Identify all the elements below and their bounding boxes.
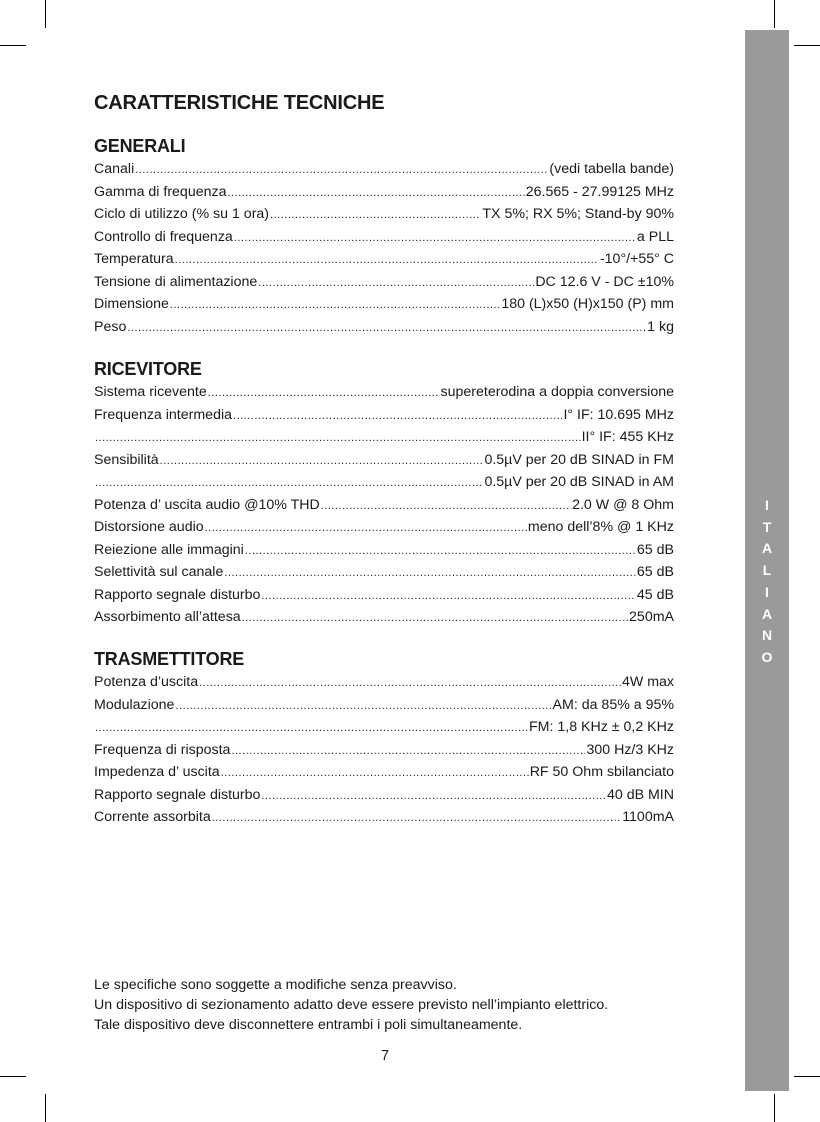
spec-value: 65 dB bbox=[636, 564, 674, 580]
crop-mark bbox=[0, 1076, 26, 1077]
spec-value: II° IF: 455 KHz bbox=[581, 429, 674, 445]
spec-row bbox=[94, 761, 674, 784]
leader-dots bbox=[221, 762, 529, 785]
leader-dots bbox=[261, 785, 606, 808]
side-letter: L bbox=[762, 562, 772, 579]
leader-dots bbox=[233, 405, 562, 428]
spec-row bbox=[94, 739, 674, 762]
spec-value: a PLL bbox=[636, 228, 674, 245]
leader-dots bbox=[95, 427, 581, 450]
spec-label: Reiezione alle immagini bbox=[94, 541, 244, 558]
spec-row bbox=[94, 806, 674, 829]
spec-label: Gamma di frequenza bbox=[94, 183, 227, 200]
leader-dots bbox=[135, 159, 548, 182]
spec-value: FM: 1,8 KHz ± 0,2 KHz bbox=[529, 719, 674, 735]
section-ricevitore bbox=[94, 357, 674, 629]
leader-dots bbox=[321, 495, 571, 518]
spec-row bbox=[94, 694, 674, 717]
spec-label: Frequenza intermedia bbox=[94, 406, 233, 423]
spec-row bbox=[94, 671, 674, 694]
spec-label: Canali bbox=[94, 161, 135, 177]
spec-label: Sistema ricevente bbox=[94, 384, 207, 400]
spec-value: 65 dB bbox=[636, 541, 674, 558]
leader-dots bbox=[258, 272, 534, 295]
leader-dots bbox=[242, 607, 628, 630]
spec-value: -10°/+55° C bbox=[599, 251, 674, 267]
spec-label: Ciclo di utilizzo (% su 1 ora) bbox=[94, 206, 270, 222]
leader-dots bbox=[261, 585, 636, 608]
side-letter: T bbox=[762, 518, 772, 535]
spec-label: Rapporto segnale disturbo bbox=[94, 786, 261, 803]
spec-label: Temperatura bbox=[94, 251, 174, 267]
leader-dots bbox=[234, 227, 636, 250]
page-title: CARATTERISTICHE TECNICHE bbox=[94, 92, 385, 114]
spec-row bbox=[94, 426, 674, 449]
crop-mark bbox=[794, 45, 820, 46]
spec-label: Peso bbox=[94, 318, 127, 335]
section-title-trasmettitore: TRASMETTITORE bbox=[94, 649, 245, 669]
footnote-line: Tale dispositivo deve disconnettere entrambi i poli simultaneamente. bbox=[94, 1017, 523, 1033]
spec-content bbox=[94, 88, 674, 825]
crop-mark bbox=[774, 1094, 775, 1122]
leader-dots bbox=[231, 740, 585, 763]
spec-label: Tensione di alimentazione bbox=[94, 273, 258, 290]
spec-label: Impedenza d’ uscita bbox=[94, 764, 220, 780]
spec-row bbox=[94, 404, 674, 427]
language-side-label bbox=[745, 495, 789, 669]
spec-label: Rapporto segnale disturbo bbox=[94, 586, 261, 603]
crop-mark bbox=[0, 45, 26, 46]
section-trasmettitore bbox=[94, 647, 674, 829]
spec-row bbox=[94, 449, 674, 472]
leader-dots bbox=[224, 562, 636, 585]
leader-dots bbox=[245, 540, 636, 563]
spec-value: supereterodina a doppia conversione bbox=[440, 384, 674, 400]
spec-row bbox=[94, 716, 674, 739]
spec-value: I° IF: 10.695 MHz bbox=[563, 406, 674, 423]
spec-value: meno dell’8% @ 1 KHz bbox=[527, 519, 674, 535]
spec-row bbox=[94, 271, 674, 294]
crop-mark bbox=[45, 1094, 46, 1122]
spec-label: Frequenza di risposta bbox=[94, 741, 231, 758]
leader-dots bbox=[270, 204, 481, 227]
spec-label: Dimensione bbox=[94, 296, 169, 312]
spec-value: 45 dB bbox=[636, 586, 674, 603]
spec-label: Sensibilità bbox=[94, 451, 159, 468]
leader-dots bbox=[160, 450, 484, 473]
spec-row bbox=[94, 561, 674, 584]
spec-value: 300 Hz/3 KHz bbox=[586, 741, 674, 758]
footnote-line: Le specifiche sono soggette a modifiche senza preavviso. bbox=[94, 977, 457, 993]
section-generali bbox=[94, 134, 674, 338]
spec-row bbox=[94, 606, 674, 629]
page-number: 7 bbox=[380, 1048, 390, 1064]
crop-mark bbox=[45, 0, 46, 28]
spec-value: TX 5%; RX 5%; Stand-by 90% bbox=[482, 206, 674, 222]
spec-label: Distorsione audio bbox=[94, 519, 204, 535]
leader-dots bbox=[175, 695, 551, 718]
section-title-generali: GENERALI bbox=[94, 136, 186, 156]
side-letter: A bbox=[761, 605, 773, 622]
leader-dots bbox=[205, 517, 527, 540]
spec-value: 2.0 W @ 8 Ohm bbox=[572, 496, 674, 513]
leader-dots bbox=[208, 382, 440, 405]
spec-row bbox=[94, 226, 674, 249]
leader-dots bbox=[175, 249, 599, 272]
section-title-ricevitore: RICEVITORE bbox=[94, 359, 202, 379]
spec-value: 0.5µV per 20 dB SINAD in AM bbox=[484, 474, 674, 490]
side-letter: N bbox=[761, 627, 773, 644]
spec-label: Potenza d’ uscita audio @10% THD bbox=[94, 496, 320, 513]
spec-row bbox=[94, 471, 674, 494]
crop-mark bbox=[774, 0, 775, 28]
spec-row bbox=[94, 181, 674, 204]
side-letter: O bbox=[761, 648, 773, 665]
spec-value: AM: da 85% a 95% bbox=[552, 696, 674, 713]
spec-value: DC 12.6 V - DC ±10% bbox=[535, 273, 674, 290]
spec-value: RF 50 Ohm sbilanciato bbox=[529, 764, 674, 780]
leader-dots bbox=[95, 472, 483, 495]
spec-value: 26.565 - 27.99125 MHz bbox=[525, 183, 674, 200]
spec-row bbox=[94, 584, 674, 607]
spec-label: Controllo di frequenza bbox=[94, 228, 233, 245]
spec-value: 1 kg bbox=[647, 318, 674, 335]
spec-row bbox=[94, 293, 674, 316]
leader-dots bbox=[95, 717, 528, 740]
spec-label: Selettività sul canale bbox=[94, 564, 224, 580]
spec-row bbox=[94, 539, 674, 562]
spec-row bbox=[94, 784, 674, 807]
leader-dots bbox=[212, 807, 621, 830]
spec-row bbox=[94, 316, 674, 339]
spec-value: 1100mA bbox=[622, 809, 674, 825]
spec-value: 4W max bbox=[621, 674, 674, 690]
spec-value: 0.5µV per 20 dB SINAD in FM bbox=[484, 451, 674, 468]
spec-value: (vedi tabella bande) bbox=[549, 161, 674, 177]
leader-dots bbox=[227, 182, 524, 205]
spec-label: Corrente assorbita bbox=[94, 809, 211, 825]
side-letter: I bbox=[765, 583, 769, 600]
leader-dots bbox=[170, 294, 500, 317]
spec-row bbox=[94, 203, 674, 226]
spec-row bbox=[94, 158, 674, 181]
spec-value: 180 (L)x50 (H)x150 (P) mm bbox=[501, 296, 674, 312]
spec-row bbox=[94, 494, 674, 517]
spec-row bbox=[94, 516, 674, 539]
leader-dots bbox=[127, 317, 646, 340]
crop-mark bbox=[794, 1076, 820, 1077]
spec-label: Modulazione bbox=[94, 696, 175, 713]
footnote-line: Un dispositivo di sezionamento adatto deve essere previsto nell’impianto elettrico. bbox=[94, 997, 609, 1013]
spec-row bbox=[94, 248, 674, 271]
spec-label: Potenza d’uscita bbox=[94, 674, 199, 690]
spec-label: Assorbimento all’attesa bbox=[94, 609, 241, 625]
side-letter: I bbox=[765, 497, 769, 513]
leader-dots bbox=[199, 672, 621, 695]
footnote bbox=[94, 975, 694, 1035]
spec-row bbox=[94, 381, 674, 404]
spec-value: 40 dB MIN bbox=[606, 786, 674, 803]
spec-value: 250mA bbox=[629, 609, 674, 625]
side-letter: A bbox=[761, 540, 773, 557]
